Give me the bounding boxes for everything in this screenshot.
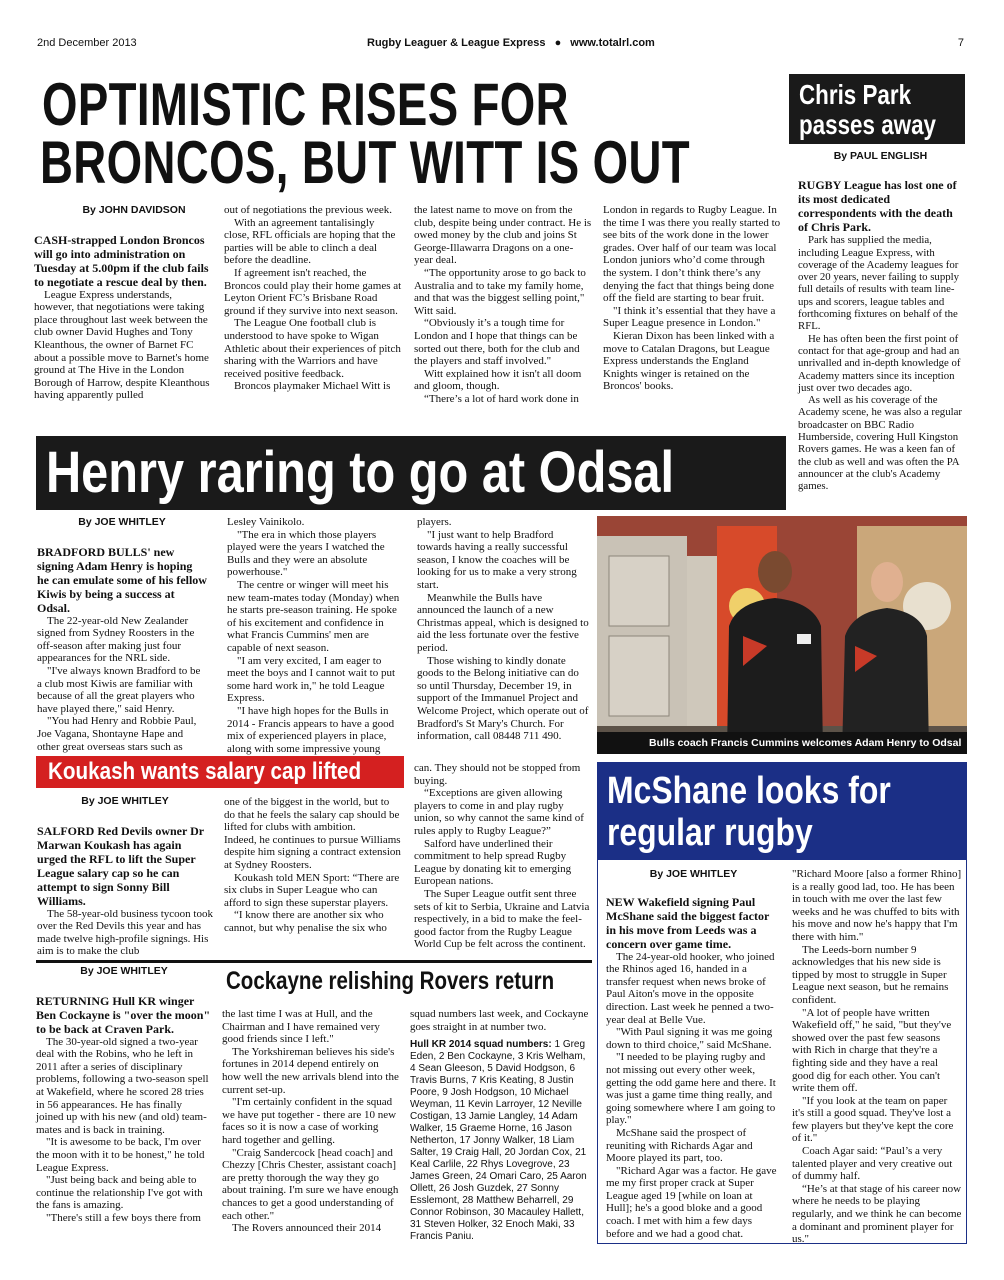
cockayne-lead: RETURNING Hull KR winger Ben Cockayne is "over the moon" to be back at Craven Park. (36, 993, 211, 1036)
broncos-col-4: London in regards to Rugby League. In the time I was there you really started to see bits of the work done in the lower grades. Over half of our team was local London juniors who’d come through the system. I don’t think there’s any denying the fact that things being done off the field are starting to bear fruit. "I think it’s essential that they have a Super League presence in London." Kieran Dixon has been linked with a move to Catalan Dragons, but League Express understands the England Knights winger is retained on the Broncos' books. (603, 204, 781, 393)
park-lead: RUGBY League has lost one of its most dedicated correspondents with the death of Chris Park. (798, 178, 957, 235)
koukash-col-2: one of the biggest in the world, but to do that he feels the salary cap should be lifted for clubs with ambition. Indeed, he continues to pursue Williams despite him signing a contract extension at Sydney Roosters. Koukash told MEN Sport: “There are six clubs in Super League who can afford to sign these superstar players. “I know there are another six who cannot, but why penalise the six who (224, 796, 401, 934)
cockayne-byline: By JOE WHITLEY (80, 965, 168, 977)
broncos-headline-2: BRONCOS, BUT WITT IS OUT (40, 129, 691, 196)
henry-byline: By JOE WHITLEY (78, 516, 166, 528)
koukash-col-3: can. They should not be stopped from buying. “Exceptions are given allowing players to come in and play rugby union, so why cannot the same kind of rules apply to Rugby League?” Salford have underlined their commitment to help spread Rugby League by donating kit to emerging European nations. The Super League outfit sent three sets of kit to Serbia, Ukraine and Latvia respectively, in a bid to make the feel-good factor from the Rugby League World Cup be felt across the continent. (414, 762, 590, 951)
cockayne-col-3: squad numbers last week, and Cockayne goes straight in at number two. Hull KR 2014 squad numbers: 1 Greg Eden, 2 Ben Cockayne, 3 Kris Welham, 4 Sean Gleeson, 5 David Hodgson, 6 Travis Burns, 7 Kris Keating, 8 Justin Poore, 9 Josh Hodgson, 10 Michael Weyman, 11 Kevin Larroyer, 12 Neville Costigan, 13 Jamie Langley, 14 Adam Walker, 15 Graeme Horne, 16 Jason Netherton, 17 Jonny Walker, 18 Liam Salter, 19 Craig Hall, 20 Jordan Cox, 21 Keal Carlile, 22 Rhys Lovegrove, 23 James Green, 24 Omari Caro, 25 Aaron Ollett, 26 Josh Guzdek, 27 Sonny Esslemont, 28 Matthew Beharrell, 29 Connor Robinson, 30 Macauley Hallett, 31 Steven Holker, 32 Enoch Maki, 33 Francis Paniu. (410, 1008, 589, 1243)
photo-illustration (597, 516, 967, 754)
mcshane-byline: By JOE WHITLEY (649, 868, 738, 880)
park-byline: By PAUL ENGLISH (833, 150, 928, 162)
henry-col-3: players. "I just want to help Bradford towards having a really successful season, I know the coaches will be looking for us to make a very strong start. Meanwhile the Bulls have announced the launch of a new Christmas appeal, which is designed to aid the less fortunate over the festive period. Those wishing to kindly donate goods to the Belong initiative can do so until Thursday, December 19, in support of the Immanuel Project and Welcome Project, which operate out of Bradford's St Mary's Church. For information, call 08448 711 490. (417, 516, 589, 743)
park-story: By PAUL ENGLISH RUGBY League has lost one of its most dedicated correspondents with the death of Chris Park. Park has supplied the media, including League Express, with coverage of the Academy leagues for over 20 years, never failing to supply full details of results with team line-ups and scorers, league tables and forthcoming fixtures on behalf of the RFL. He has often been the first point of contact for that age-group and had an unrivalled and in-depth knowledge of Academy matters since its inception just over two decades ago. As well as his coverage of the Academy scene, he was also a regular broadcaster on BBC Radio Humberside, covering Hull Kingston Rovers games. He was a keen fan of the club as well and was often the PA announcer at the club's Academy games. (798, 150, 962, 493)
broncos-p1: League Express understands, however, that negotiations were taking place throughout last week between the club owner David Hughes and Tony Kleanthous, the owner of Barnet FC about a possible move to Barnet's home ground at The Hive in the London Borough of Harrow, despite Kleanthous having apparently pulled (34, 288, 210, 402)
koukash-byline: By JOE WHITLEY (81, 795, 169, 807)
broncos-col-1 (34, 204, 214, 416)
bullet-icon: ● (554, 37, 562, 49)
henry-lead: BRADFORD BULLS' new signing Adam Henry is hoping he can emulate some of his fellow Kiwis by being a success at Odsal. (37, 544, 207, 615)
broncos-lead: CASH-strapped London Broncos will go into administration on Tuesday at 5.00pm if the club fails to negotiate a rescue deal by then. (34, 232, 209, 289)
koukash-lead: SALFORD Red Devils owner Dr Marwan Koukash has again urged the RFL to lift the Super League salary cap so he can attempt to sign Sonny Bill Williams. (37, 823, 204, 908)
squad-list (410, 1039, 590, 1243)
mcshane-headline-2: regular rugby (607, 812, 813, 854)
park-headline-1: Chris Park (799, 79, 912, 110)
cockayne-col-1: By JOE WHITLEY RETURNING Hull KR winger Ben Cockayne is "over the moon" to be back at Craven Park. The 30-year-old signed a two-year deal with the Robins, who he left in 2011 after a series of disciplinary problems, following a two-season spell at Wakefield, where he scored 28 tries in 56 appearances. He has finally joined up with his new (and old) team-mates and is back in training. "It is awesome to be back, I'm over the moon with it to be honest," he told League Express. "Just being back and being able to continue the relationship I've got with the fans is amazing. "There's still a few boys there from (36, 965, 211, 1224)
mcshane-col-2: "Richard Moore [also a former Rhino] is a really good lad, too. He has been in touch with me over the last few weeks and he was chuffed to bits with his move and now he's happy that I'm there with him." The Leeds-born number 9 acknowledges that his new side is tipped by most to struggle in Super League next season, but he remains confident. "A lot of people have written Wakefield off," he said, "but they've showed over the past few seasons with Rich in charge that they're a fighting side and they have a real good dig for each other. You can't write them off. "If you look at the team on paper it's still a good squad. They've lost a few players but they've kept the core of it." Coach Agar said: “Paul’s a very talented player and very creative out of dummy half. “He’s at that stage of his career now where he needs to be playing regularly, and we think he can become a dominant and prominent player for us." (792, 868, 962, 1246)
squad-label: Hull KR 2014 squad numbers: (410, 1039, 552, 1051)
koukash-col-1: By JOE WHITLEY SALFORD Red Devils owner Dr Marwan Koukash has again urged the RFL to lift the Super League salary cap so he can attempt to sign Sonny Bill Williams. The 58-year-old business tycoon took over the Red Devils this year and has made twelve high-profile signings. His aim is to make the club (37, 795, 213, 958)
koukash-headline-box (36, 756, 404, 788)
cockayne-headline: Cockayne relishing Rovers return (226, 967, 555, 995)
henry-col-2: Lesley Vainikolo. "The era in which those players played were the years I watched the Bulls and they were an absolute powerhouse." The centre or winger will meet his new team-mates today (Monday) when he starts pre-season training. He spoke of his excitement and confidence in what Francis Cummins' men are capable of next season. "I am very excited, I am eager to meet the boys and I cannot wait to put some hard work in," he told League Express. "I have high hopes for the Bulls in 2014 - Francis appears to have a good mix of experienced players in place, along with some impressive young (227, 516, 400, 755)
issue-date: 2nd December 2013 (37, 37, 137, 49)
page-header (37, 37, 967, 53)
broncos-col-2: out of negotiations the previous week. With an agreement tantalisingly close, RFL officials are hoping that the parties will be able to clinch a deal before the deadline. If agreement isn't reached, the Broncos could play their home games at Leyton Orient FC’s Brisbane Road ground if they survive into next season. The League One football club is understood to have spoke to Wigan Athletic about their experiences of pitch sharing with the Warriors and have received positive feedback. Broncos playmaker Michael Witt is (224, 204, 402, 393)
website: www.totalrl.com (570, 37, 655, 49)
squad-numbers: 1 Greg Eden, 2 Ben Cockayne, 3 Kris Welham, 4 Sean Gleeson, 5 David Hodgson, 6 Travis Burns, 7 Kris Keating, 8 Justin Poore, 9 Josh Hodgson, 10 Michael Weyman, 11 Kevin Larroyer, 12 Neville Costigan, 13 Jamie Langley, 14 Adam Walker, 15 Graeme Horne, 16 Jason Netherton, 17 Jonny Walker, 18 Liam Salter, 19 Craig Hall, 20 Jordan Cox, 21 Keal Carlile, 22 Rhys Lovegrove, 23 James Green, 24 Omari Caro, 25 Aaron Ollett, 26 Josh Guzdek, 27 Sonny Esslemont, 28 Matthew Beharrell, 29 Connor Robinson, 30 Macauley Hallett, 31 Steven Holker, 32 Enoch Maki, 33 Francis Paniu. (410, 1039, 587, 1243)
henry-col-1: By JOE WHITLEY BRADFORD BULLS' new signing Adam Henry is hoping he can emulate some of his fellow Kiwis by being a success at Odsal. The 22-year-old New Zealander signed from Sydney Roosters in the off-season after making just four appearances for the NRL side. "I've always known Bradford to be a club most Kiwis are familiar with because of all the great players who have played there," said Henry. "You had Henry and Robbie Paul, Joe Vagana, Shontayne Hape and other great overseas stars such as (37, 516, 207, 753)
park-headline-2: passes away (799, 109, 936, 140)
masthead (367, 37, 655, 49)
mcshane-headline-1: McShane looks for (607, 770, 891, 812)
henry-headline-box (36, 436, 786, 510)
broncos-headline-1: OPTIMISTIC RISES FOR (42, 71, 569, 138)
cockayne-col-2: the last time I was at Hull, and the Chairman and I have remained very good friends since I left." The Yorkshireman believes his side's fortunes in 2014 depend entirely on how well the new arrivals blend into the current set-up. "I'm certainly confident in the squad we have put together - there are 10 new faces so it is now a case of working hard together and gelling. "Craig Sandercock [head coach] and Chezzy [Chris Chester, assistant coach] are pretty thorough the way they go about training. I'm sure we have enough chances to get a good understanding of each other." The Rovers announced their 2014 (222, 1008, 399, 1235)
mcshane-lead: NEW Wakefield signing Paul McShane said the biggest factor in his move from Leeds was a concern over game time. (606, 894, 770, 951)
page-number: 7 (957, 37, 964, 49)
mcshane-col-1: By JOE WHITLEY NEW Wakefield signing Paul McShane said the biggest factor in his move from Leeds was a concern over game time. The 24-year-old hooker, who joined the Rhinos aged 16, handed in a transfer request when news broke of Paul Aiton's move in the opposite direction. Last week he penned a two-year deal at Belle Vue. "With Paul signing it was me going down to third choice," said McShane. "I needed to be playing rugby and not missing out every other week, getting the odd game here and there. It was just a game time thing really, and going somewhere where I am going to play." McShane said the prospect of reuniting with Richards Agar and Moore played its part, too. "Richard Agar was a factor. He gave me my first proper crack at Super League aged 19 [while on loan at Hull]; he's a good bloke and a good coach. I met with him a few days before and we had a good chat. (606, 868, 781, 1240)
henry-photo (597, 516, 967, 754)
broncos-col-3: the latest name to move on from the club, despite being under contract. He is owed money by the club and joins St George-Illawarra Dragons on a one-year deal. “The opportunity arose to go back to Australia and to take my family home, and that was the biggest selling point," Witt said. “Obviously it’s a tough time for London and I hope that things can be sorted out there, both for the club and the players and staff involved." Witt explained how it isn't all doom and gloom, though. “There’s a lot of hard work done in (414, 204, 592, 405)
park-headline-box (789, 74, 965, 144)
cockayne-rule (36, 960, 592, 963)
koukash-headline: Koukash wants salary cap lifted (48, 758, 362, 785)
henry-headline: Henry raring to go at Odsal (46, 440, 675, 505)
photo-caption: Bulls coach Francis Cummins welcomes Adam Henry to Odsal (597, 732, 967, 754)
broncos-byline: By JOHN DAVIDSON (82, 204, 186, 216)
mcshane-headline-box (597, 762, 967, 860)
masthead-title: Rugby Leaguer & League Express (367, 37, 546, 49)
